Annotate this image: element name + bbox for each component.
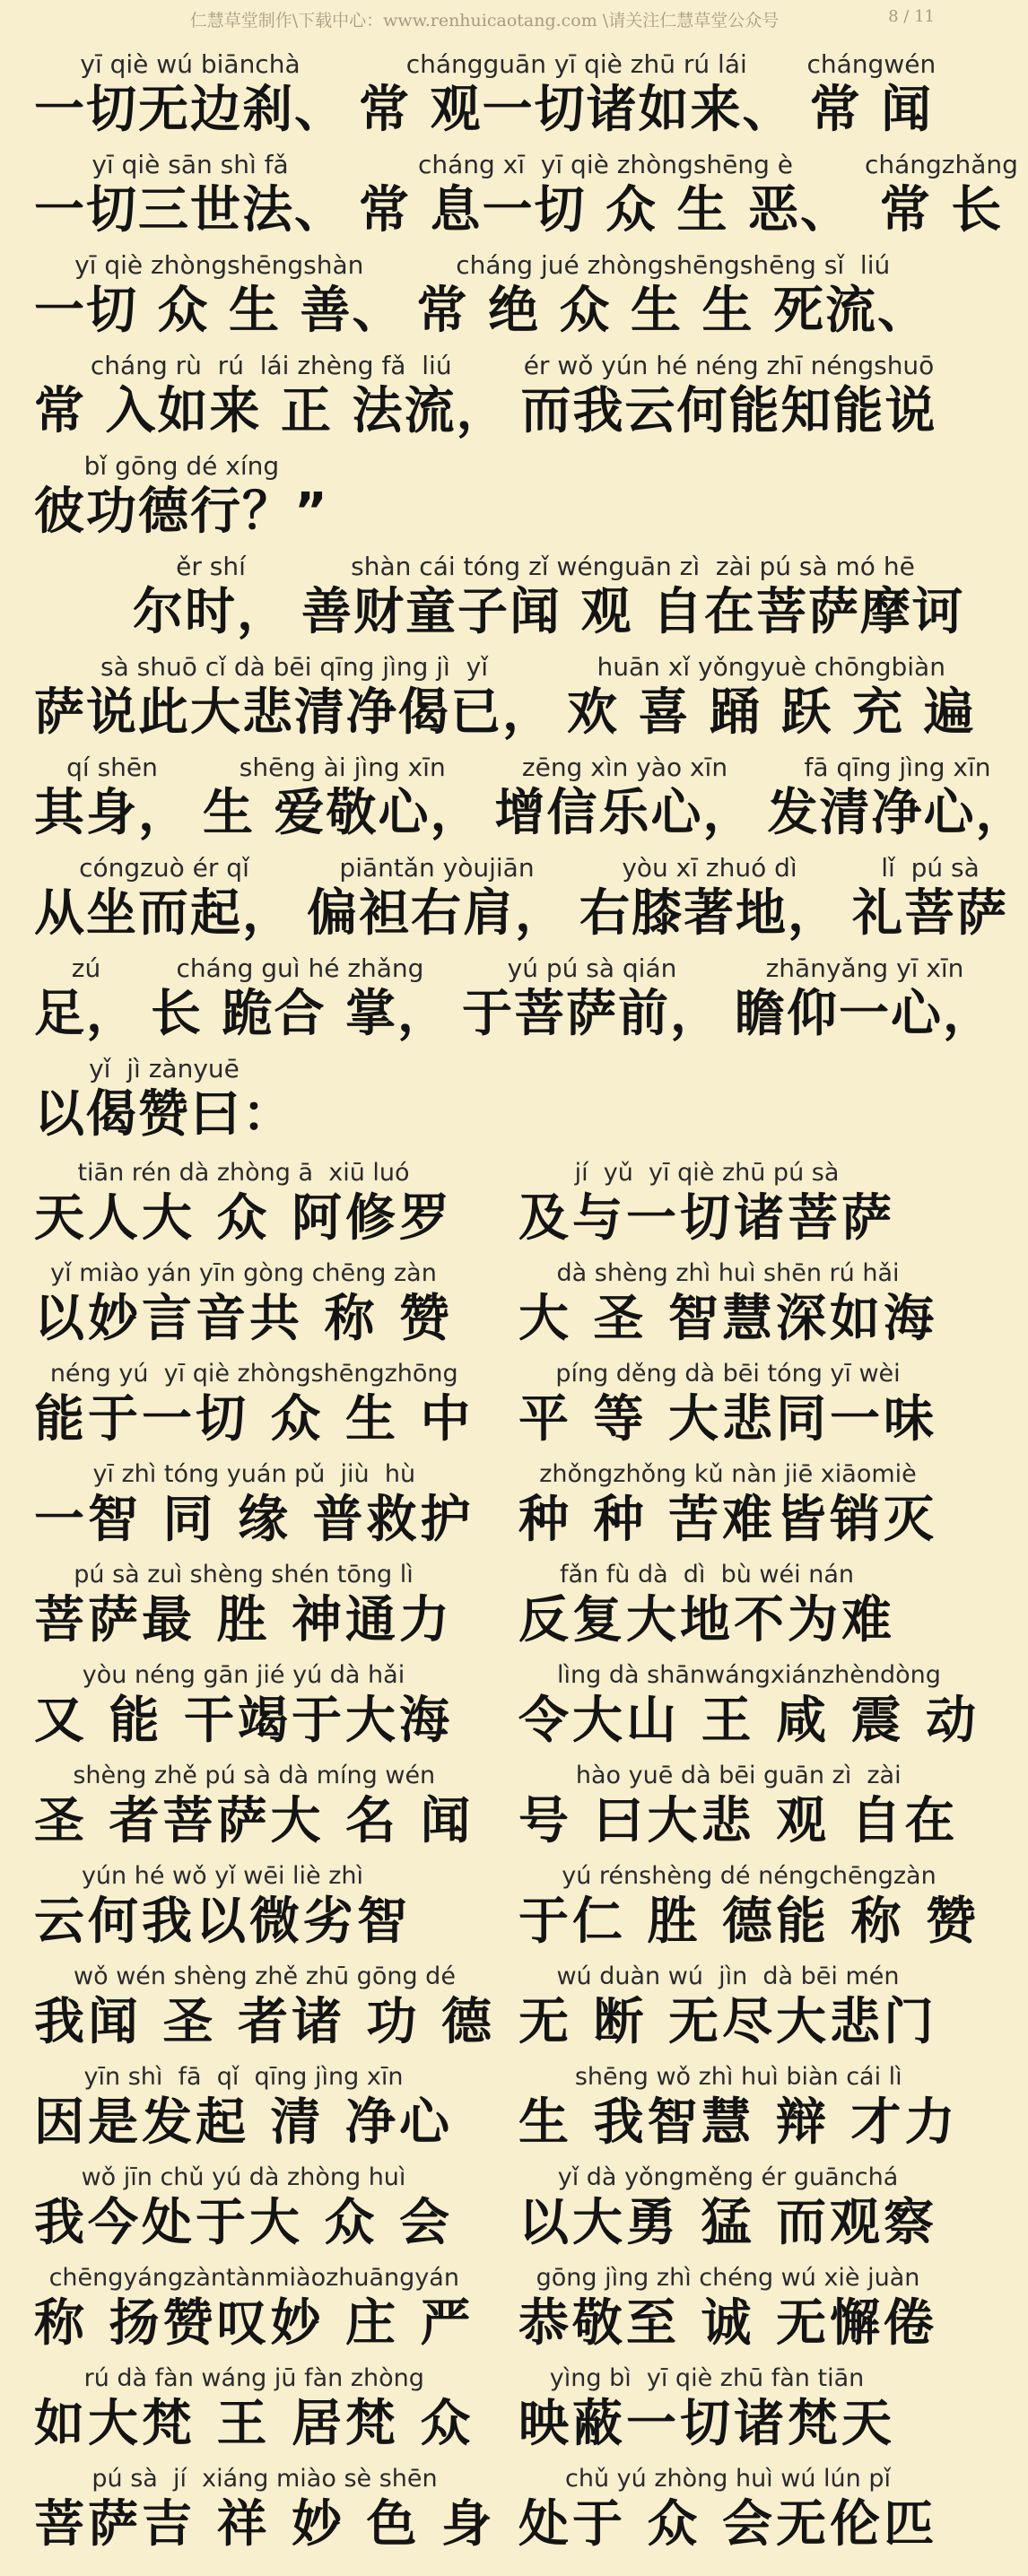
ruby-segment [518, 1961, 937, 2052]
pinyin-text: yòu xī zhuó dì [622, 853, 797, 883]
ruby-segment [34, 1760, 475, 1851]
hanzi-text: 礼菩萨 [852, 884, 1008, 943]
hanzi-text: 常 长 [879, 181, 1004, 239]
ruby-segment [518, 1258, 937, 1349]
ruby-segment [34, 2463, 495, 2554]
pinyin-text: rú dà fàn wáng jū fàn zhòng [83, 2364, 424, 2392]
ruby-segment [34, 2162, 453, 2253]
verse-left-half [34, 2162, 518, 2253]
verse-left-half [34, 2363, 518, 2454]
pinyin-text: yú pú sà qián [507, 953, 677, 983]
pinyin-text: cháng jué zhòngshēngshēng sǐ liú [456, 250, 891, 280]
ruby-segment [567, 651, 975, 743]
hanzi-text: 以偈赞曰： [34, 1085, 294, 1144]
pinyin-text: fǎn fù dà dì bù wéi nán [560, 1561, 854, 1588]
prose-line [34, 944, 995, 1044]
verse-row [34, 2052, 959, 2153]
verse-left-half [34, 2463, 518, 2554]
prose-line [34, 843, 1008, 944]
ruby-segment [34, 1961, 495, 2052]
ruby-segment [301, 551, 964, 642]
pinyin-text: wǒ wén shèng zhě zhū gōng dé [74, 1962, 456, 1990]
ruby-segment [768, 752, 1028, 843]
pinyin-text: gōng jìng zhì chéng wú xiè juàn [536, 2264, 920, 2292]
hanzi-text: 无 断 无尽大悲门 [518, 1993, 937, 2051]
pinyin-text: wǒ jīn chǔ yú dà zhòng huì [81, 2163, 406, 2191]
verse-left-half [34, 1559, 518, 1650]
hanzi-text: 生 我智慧 辩 才力 [518, 2093, 959, 2152]
pinyin-text: zhǒngzhǒng kǔ nàn jiē xiāomiè [539, 1460, 917, 1488]
verse-row [34, 1952, 938, 2052]
ruby-segment [34, 953, 138, 1044]
pinyin-text: shèng zhě pú sà dà míng wén [73, 1762, 436, 1789]
pinyin-text: yīn shì fā qǐ qīng jìng xīn [83, 2063, 404, 2091]
hanzi-text: 恭敬至 诚 无懈倦 [518, 2294, 937, 2353]
hanzi-text: 处于 众 会无伦匹 [518, 2495, 937, 2554]
hanzi-text: 增信乐心， [494, 784, 755, 842]
pinyin-text: piāntǎn yòujiān [339, 853, 535, 883]
verse-row [34, 2454, 938, 2554]
pinyin-text: pú sà jí xiáng miào sè shēn [91, 2465, 438, 2493]
pinyin-text: fā qīng jìng xīn [804, 753, 991, 782]
ruby-segment [151, 953, 449, 1044]
ruby-segment [34, 249, 405, 341]
hanzi-text: 偏袒右肩， [307, 884, 567, 943]
page-number: 8 / 11 [888, 7, 935, 26]
verse-right-half [518, 1860, 980, 1952]
pinyin-text: yǐ jì zànyuē [89, 1054, 240, 1083]
hanzi-text: 一切 众 生 善、 [34, 282, 405, 340]
verse-row [34, 1349, 938, 1449]
prose-line [34, 240, 938, 341]
pinyin-text: yìng bì yī qiè zhū fàn tiān [549, 2364, 865, 2392]
hanzi-text: 善财童子闻 观 自在菩萨摩诃 [301, 583, 964, 641]
pinyin-text: yī zhì tóng yuán pǔ jiù hù [92, 1460, 416, 1488]
ruby-segment [34, 1659, 453, 1751]
verse-right-half [518, 1760, 959, 1851]
verse-right-half [518, 1961, 940, 2052]
pinyin-text: ér wǒ yún hé néng zhī néngshuō [523, 351, 935, 380]
pinyin-text: sà shuō cǐ dà bēi qīng jìng jì yǐ [100, 652, 488, 682]
scripture-body [0, 39, 1028, 2554]
pinyin-text: yú rénshèng dé néngchēngzàn [562, 1862, 937, 1890]
ruby-segment [518, 2162, 937, 2253]
hanzi-text: 云何我以微劣智 [34, 1893, 411, 1951]
pinyin-text: huān xǐ yǒngyuè chōngbiàn [597, 652, 945, 682]
hanzi-text: 一切无边刹、 [34, 81, 346, 139]
hanzi-text: 常 闻 [809, 81, 934, 139]
verse-left-half [34, 1760, 518, 1851]
verse-right-half [518, 2162, 940, 2253]
pinyin-text: tiān rén dà zhòng ā xiū luó [77, 1159, 410, 1187]
verse-right-half [518, 2262, 940, 2354]
verse-right-half [518, 1157, 940, 1249]
pinyin-text: píng děng dà bēi tóng yī wèi [555, 1360, 901, 1388]
ruby-segment [518, 2262, 937, 2354]
ruby-segment [518, 2061, 959, 2153]
verse-row [34, 1751, 959, 1851]
hanzi-text: 欢 喜 踊 跃 充 遍 [567, 683, 976, 742]
ruby-segment [34, 651, 554, 743]
verse-row [34, 1148, 938, 1249]
prose-line [34, 1044, 938, 1144]
verse-right-half [518, 1559, 940, 1650]
hanzi-text: 其身， [34, 784, 190, 842]
hanzi-text: 萨说此大悲清净偈已， [34, 683, 554, 742]
pinyin-text: bǐ gōng dé xíng [83, 451, 280, 481]
verse-right-half [518, 1659, 980, 1751]
hanzi-text: 一切三世法、 [34, 181, 346, 239]
ruby-segment [579, 852, 840, 944]
verse-right-half [518, 2463, 940, 2554]
pinyin-text: shēng wǒ zhì huì biàn cái lì [574, 2063, 902, 2091]
pinyin-text: chángzhǎng [864, 150, 1018, 179]
hanzi-text: 能于一切 众 生 中 [34, 1390, 475, 1449]
hanzi-text: 天人大 众 阿修罗 [34, 1189, 453, 1248]
verse-row [34, 1449, 938, 1550]
pinyin-text: shàn cái tóng zǐ wénguān zì zài pú sà mó hē [351, 552, 915, 581]
ruby-segment [34, 1358, 475, 1449]
pinyin-text: yún hé wǒ yǐ wēi liè zhì [81, 1862, 364, 1890]
ruby-segment [34, 852, 294, 944]
prose-line [34, 39, 938, 140]
ruby-segment [34, 1559, 453, 1650]
pinyin-text: hào yuē dà bēi guān zì zài [575, 1762, 902, 1789]
ruby-segment [34, 1458, 475, 1550]
hanzi-text: 于仁 胜 德能 称 赞 [518, 1893, 980, 1951]
header-text: 仁慧草堂制作\下载中心：www.renhuicaotang.com \请关注仁慧草堂公众号 [189, 11, 780, 30]
ruby-segment [807, 48, 937, 140]
ruby-segment [852, 852, 1008, 944]
hanzi-text: 圣 者菩萨大 名 闻 [34, 1792, 475, 1850]
hanzi-text: 因是发起 清 净心 [34, 2093, 453, 2152]
ruby-segment [518, 1358, 937, 1449]
hanzi-text: 我闻 圣 者诸 功 德 [34, 1993, 495, 2051]
verse-row [34, 2153, 938, 2253]
hanzi-text: 大 圣 智慧深如海 [518, 1290, 937, 1348]
pinyin-text: chángguān yī qiè zhū rú lái [405, 49, 747, 79]
hanzi-text: 以大勇 猛 而观察 [518, 2194, 937, 2252]
hanzi-text: 令大山 王 咸 震 动 [518, 1692, 980, 1750]
verse-row [34, 2354, 938, 2454]
pinyin-text: yǐ dà yǒngměng ér guānchá [557, 2163, 899, 2191]
verse-right-half [518, 1458, 940, 1550]
ruby-segment [417, 249, 929, 341]
verse-left-half [34, 1860, 518, 1952]
hanzi-text: 常 绝 众 生 生 死流、 [416, 282, 929, 340]
pinyin-text: chǔ yú zhòng huì wú lún pǐ [565, 2465, 891, 2493]
verse-section [34, 1148, 980, 2554]
prose-line [34, 542, 964, 642]
hanzi-text: 常 观一切诸如来、 [359, 81, 795, 139]
pinyin-text: cháng xī yī qiè zhòngshēng è [417, 150, 794, 179]
ruby-segment [359, 149, 852, 240]
ruby-segment [359, 48, 795, 140]
hanzi-text: 发清净心， [767, 784, 1028, 842]
pinyin-text: zhānyǎng yī xīn [765, 953, 964, 983]
pinyin-text: néng yú yī qiè zhòngshēngzhōng [49, 1360, 458, 1388]
ruby-segment [133, 551, 289, 642]
pinyin-text: qí shēn [66, 753, 158, 782]
hanzi-text: 一智 同 缘 普救护 [34, 1491, 475, 1549]
pinyin-text: yī qiè wú biānchà [80, 49, 301, 79]
ruby-segment [34, 48, 346, 140]
hanzi-text: 菩萨吉 祥 妙 色 身 [34, 2495, 495, 2554]
hanzi-text: 我今处于大 众 会 [34, 2194, 453, 2252]
ruby-segment [735, 953, 995, 1044]
pinyin-text: yī qiè sān shì fǎ [91, 150, 289, 179]
ruby-segment [34, 2262, 475, 2354]
verse-left-half [34, 2262, 518, 2354]
ruby-segment [34, 1053, 294, 1144]
hanzi-text: 菩萨最 胜 神通力 [34, 1591, 453, 1649]
hanzi-text: 从坐而起， [34, 884, 294, 943]
verse-left-half [34, 1258, 518, 1349]
verse-left-half [34, 1961, 518, 2052]
pinyin-text: zú [71, 953, 101, 983]
hanzi-text: 而我云何能知能说 [520, 382, 937, 440]
ruby-segment [34, 1860, 411, 1952]
pinyin-text: ěr shí [176, 552, 246, 581]
verse-left-half [34, 1458, 518, 1550]
ruby-segment [34, 2363, 475, 2454]
hanzi-text: 又 能 干竭于大海 [34, 1692, 453, 1750]
ruby-segment [307, 852, 567, 944]
ruby-segment [34, 1157, 453, 1249]
pinyin-text: dà shèng zhì huì shēn rú hǎi [556, 1259, 900, 1287]
hanzi-text: 反复大地不为难 [518, 1591, 895, 1649]
ruby-segment [865, 149, 1018, 240]
ruby-segment [518, 1458, 937, 1550]
verse-left-half [34, 1358, 518, 1449]
hanzi-text: 平 等 大悲同一味 [518, 1390, 937, 1449]
prose-line [34, 441, 938, 542]
hanzi-text: 彼功德行？” [34, 483, 329, 541]
page-header [0, 0, 969, 39]
pinyin-text: cháng guì hé zhǎng [176, 953, 424, 983]
ruby-segment [518, 2363, 895, 2454]
verse-right-half [518, 1258, 940, 1349]
ruby-segment [518, 1559, 895, 1650]
ruby-segment [34, 1258, 453, 1349]
verse-row [34, 2253, 938, 2354]
pinyin-text: yǐ miào yán yīn gòng chēng zàn [50, 1259, 437, 1287]
verse-row [34, 1851, 980, 1952]
ruby-segment [518, 2463, 937, 2554]
verse-left-half [34, 1659, 518, 1751]
hanzi-text: 种 种 苦难皆销灭 [518, 1491, 937, 1549]
pinyin-text: zēng xìn yào xīn [521, 753, 728, 782]
ruby-segment [34, 149, 346, 240]
pinyin-text: lǐ pú sà [881, 853, 980, 883]
hanzi-text: 称 扬赞叹妙 庄 严 [34, 2294, 475, 2353]
hanzi-text: 足， [34, 985, 138, 1043]
hanzi-text: 映蔽一切诸梵天 [518, 2395, 895, 2453]
hanzi-text: 生 爱敬心， [203, 784, 483, 842]
pinyin-text: yī qiè zhòngshēngshàn [74, 250, 364, 280]
verse-row [34, 1249, 938, 1349]
verse-left-half [34, 2061, 518, 2153]
pinyin-text: wú duàn wú jìn dà bēi mén [556, 1962, 900, 1990]
hanzi-text: 以妙言音共 称 赞 [34, 1290, 453, 1348]
ruby-segment [518, 1860, 980, 1952]
pinyin-text: cóngzuò ér qǐ [79, 853, 249, 883]
hanzi-text: 常 息一切 众 生 恶、 [359, 181, 852, 239]
verse-row [34, 1650, 980, 1751]
verse-right-half [518, 2363, 940, 2454]
verse-left-half [34, 1157, 518, 1249]
prose-section [34, 39, 1028, 1144]
verse-right-half [518, 1358, 940, 1449]
hanzi-text: 右膝著地， [579, 884, 840, 943]
hanzi-text: 尔时， [133, 583, 289, 641]
hanzi-text: 如大梵 王 居梵 众 [34, 2395, 475, 2453]
ruby-segment [34, 752, 190, 843]
pinyin-text: chángwén [806, 49, 937, 79]
ruby-segment [495, 752, 755, 843]
prose-line [34, 642, 976, 743]
verse-row [34, 1550, 938, 1650]
ruby-segment [518, 1760, 959, 1851]
ruby-segment [518, 1157, 895, 1249]
pinyin-text: yòu néng gān jié yú dà hǎi [82, 1661, 405, 1689]
ruby-segment [34, 350, 509, 441]
pinyin-text: cháng rù rú lái zhèng fǎ liú [90, 351, 452, 380]
pinyin-text: pú sà zuì shèng shén tōng lì [74, 1561, 414, 1588]
prose-line [34, 743, 1028, 843]
hanzi-text: 于菩萨前， [462, 985, 722, 1043]
pinyin-text: lìng dà shānwángxiánzhèndòng [557, 1661, 941, 1689]
ruby-segment [462, 953, 722, 1044]
hanzi-text: 号 曰大悲 观 自在 [518, 1792, 959, 1850]
hanzi-text: 及与一切诸菩萨 [518, 1189, 895, 1248]
pinyin-text: jí yǔ yī qiè zhū pú sà [574, 1159, 840, 1187]
prose-line [34, 140, 1018, 240]
ruby-segment [34, 2061, 453, 2153]
verse-right-half [518, 2061, 959, 2153]
pinyin-text: chēngyángzàntànmiàozhuāngyán [48, 2264, 459, 2292]
hanzi-text: 常 入如来 正 法流， [34, 382, 509, 440]
hanzi-text: 长 跪合 掌， [151, 985, 449, 1043]
hanzi-text: 瞻仰一心， [735, 985, 995, 1043]
ruby-segment [203, 752, 483, 843]
ruby-segment [34, 450, 329, 542]
ruby-segment [521, 350, 937, 441]
prose-line [34, 341, 938, 441]
ruby-segment [518, 1659, 980, 1751]
pinyin-text: shēng ài jìng xīn [239, 753, 446, 782]
